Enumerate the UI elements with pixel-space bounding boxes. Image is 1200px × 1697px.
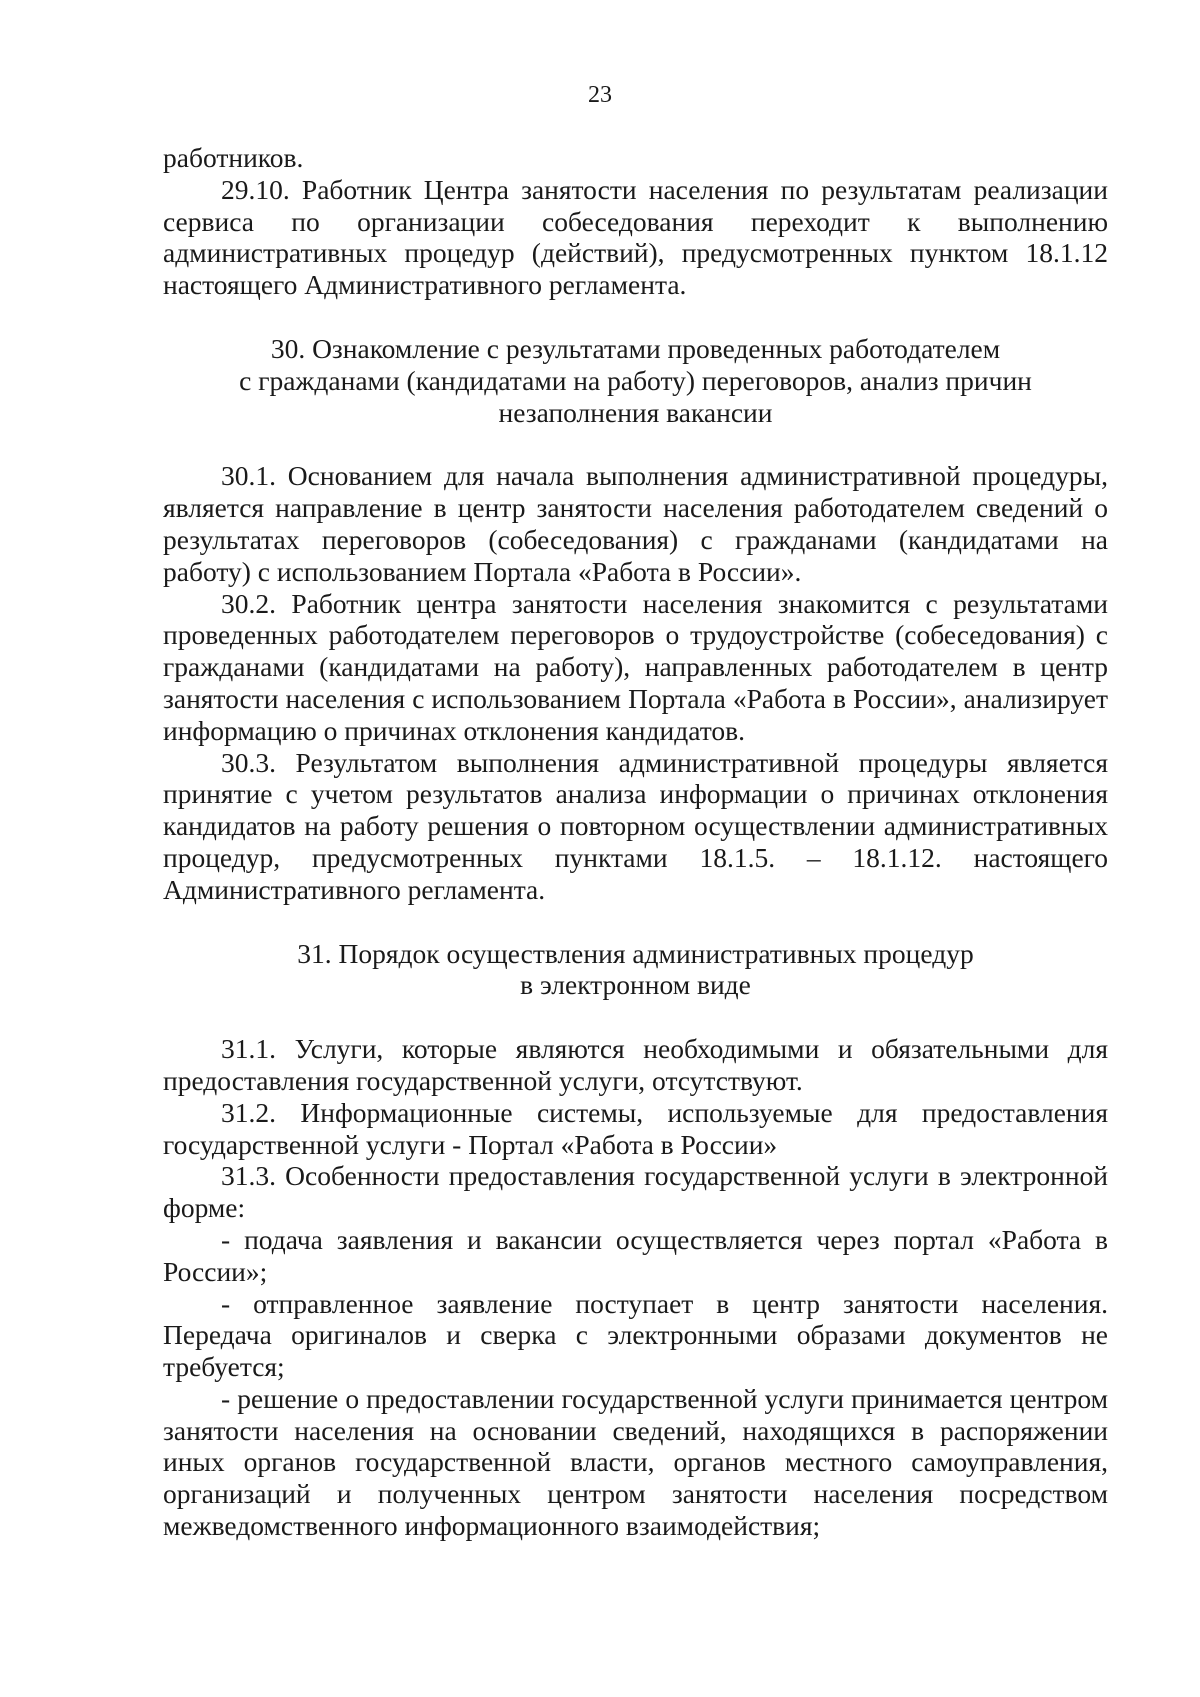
section-heading-31: [163, 938, 1108, 1002]
heading-line: 30. Ознакомление с результатами проведенных работодателем: [270, 332, 1001, 364]
paragraph-continuation: работников.: [163, 142, 304, 173]
list-item-decision: - решение о предоставлении государственной услуги принимается центром занятости населения на основании сведений, находящихся в распоряжении иных органов государственной власти, органов местного самоуправления, организаций и полученных центром занятости населения посредством межведомственного информационного взаимодействия;: [163, 1382, 1108, 1542]
paragraph-29-10: 29.10. Работник Центра занятости населения по результатам реализации сервиса по организации собеседования переходит к выполнению административных процедур (действий), предусмотренных пунктом 18.1.12 настоящего Административного регламента.: [163, 173, 1108, 301]
page-number: 23: [588, 82, 612, 108]
spacer: [163, 428, 1108, 460]
spacer: [163, 301, 1108, 333]
paragraph-31-1: 31.1. Услуги, которые являются необходимыми и обязательными для предоставления государственной услуги, отсутствуют.: [163, 1033, 1108, 1096]
paragraph-30-1: 30.1. Основанием для начала выполнения административной процедуры, является направление в центр занятости населения работодателем сведений о результатах переговоров (собеседования) с гражданами (кандидатами на работу) с использованием Портала «Работа в России».: [163, 460, 1108, 587]
spacer: [163, 906, 1108, 938]
list-item-sent-application: - отправленное заявление поступает в центр занятости населения. Передача оригиналов и сверка с электронными образами документов не требуется;: [163, 1287, 1108, 1383]
document-body: [163, 142, 1108, 1542]
list-item-submission: - подача заявления и вакансии осуществляется через портал «Работа в России»;: [163, 1223, 1108, 1287]
spacer: [163, 1001, 1108, 1033]
heading-line: в электронном виде: [520, 969, 751, 1001]
paragraph-31-3: 31.3. Особенности предоставления государственной услуги в электронной форме:: [163, 1160, 1108, 1224]
section-heading-30: [163, 333, 1108, 428]
heading-line: незаполнения вакансии: [498, 396, 773, 428]
paragraph-30-2: 30.2. Работник центра занятости населения знакомится с результатами проведенных работодателем переговоров о трудоустройстве (собеседования) с гражданами (кандидатами на работу), направленных работодателем в центр занятости населения с использованием Портала «Работа в России», анализирует информацию о причинах отклонения кандидатов.: [163, 587, 1108, 746]
paragraph-30-3: 30.3. Результатом выполнения административной процедуры является принятие с учетом результатов анализа информации о причинах отклонения кандидатов на работу решения о повторном осуществлении административных процедур, предусмотренных пунктами 18.1.5. – 18.1.12. настоящего Административного регламента.: [163, 746, 1108, 905]
paragraph-31-2: 31.2. Информационные системы, используемые для предоставления государственной услуги - Портал «Работа в России»: [163, 1096, 1108, 1160]
heading-line: 31. Порядок осуществления административных процедур: [297, 937, 974, 969]
heading-line: с гражданами (кандидатами на работу) переговоров, анализ причин: [239, 364, 1032, 396]
